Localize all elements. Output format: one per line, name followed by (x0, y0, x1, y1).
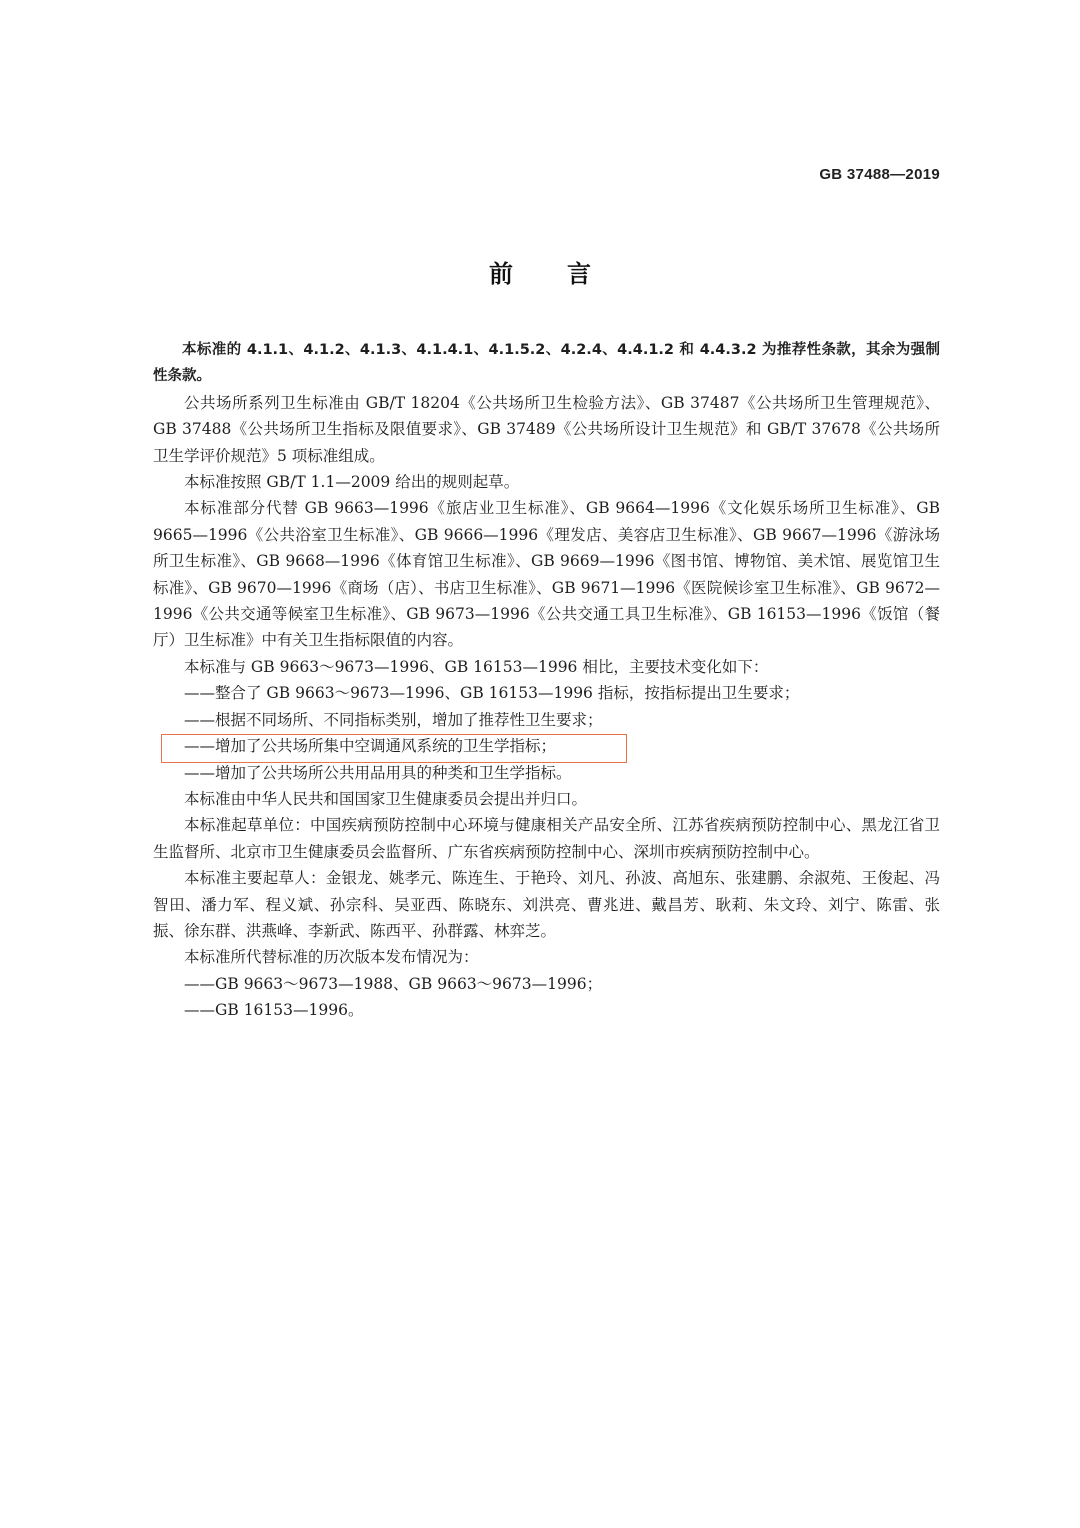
history-item: ——GB 9663～9673—1988、GB 9663～9673—1996； (184, 974, 603, 993)
paragraph-drafting-rule: 本标准按照 GB/T 1.1—2009 给出的规则起草。 (184, 473, 520, 492)
paragraph-replaces: 本标准部分代替 GB 9663—1996《旅店业卫生标准》、GB 9664—1996《文化娱乐场所卫生标准》、GB 9665—1996《公共浴室卫生标准》、GB 9666—1996《理发店、美容店卫生标准》、GB 9667—1996《游泳场所卫生标准》、GB 9668—1996《体育馆卫生标准》、GB 9669—1996《图书馆、博物馆、美术馆、展览馆卫生标准》、GB 9670—1996《商场（店）、书店卫生标准》、GB 9671—1996《医院候诊室卫生标准》、GB 9672—1996《公共交通等候室卫生标准》、GB 9673—1996《公共交通工具卫生标准》、GB 16153—1996《饭馆（餐厅）卫生标准》中有关卫生指标限值的内容。 (153, 499, 940, 650)
paragraph-drafters: 本标准主要起草人：金银龙、姚孝元、陈连生、于艳玲、刘凡、孙波、高旭东、张建鹏、余淑苑、王俊起、冯智田、潘力军、程义斌、孙宗科、吴亚西、陈晓东、刘洪亮、曹兆进、戴昌芳、耿莉、朱文玲、刘宁、陈雷、张振、徐东群、洪燕峰、李新武、陈西平、孙群露、林弈芝。 (153, 869, 940, 940)
document-code: GB 37488—2019 (819, 166, 940, 183)
page-title: 前言 (489, 260, 645, 288)
paragraph-history-intro: 本标准所代替标准的历次版本发布情况为： (184, 948, 479, 967)
change-item: ——根据不同场所、不同指标类别，增加了推荐性卫生要求； (184, 710, 603, 729)
paragraph-changes-intro: 本标准与 GB 9663～9673—1996、GB 16153—1996 相比，主要技术变化如下： (184, 657, 769, 676)
paragraph-proposer: 本标准由中华人民共和国国家卫生健康委员会提出并归口。 (184, 789, 588, 808)
paragraph-series: 公共场所系列卫生标准由 GB/T 18204《公共场所卫生检验方法》、GB 37487《公共场所卫生管理规范》、GB 37488《公共场所卫生指标及限值要求》、GB 37489《公共场所设计卫生规范》和 GB/T 37678《公共场所卫生学评价规范》5 项标准组成。 (153, 393, 940, 465)
history-item: ——GB 16153—1996。 (184, 1001, 364, 1020)
document-body (153, 337, 940, 1024)
paragraph-drafting-units: 本标准起草单位：中国疾病预防控制中心环境与健康相关产品安全所、江苏省疾病预防控制中心、黑龙江省卫生监督所、北京市卫生健康委员会监督所、广东省疾病预防控制中心、深圳市疾病预防控制中心。 (153, 816, 940, 861)
paragraph-clauses: 本标准的 4.1.1、4.1.2、4.1.3、4.1.4.1、4.1.5.2、4.2.4、4.4.1.2 和 4.4.3.2 为推荐性条款，其余为强制性条款。 (153, 342, 940, 385)
change-item: ——增加了公共场所公共用品用具的种类和卫生学指标。 (184, 763, 572, 782)
change-item: ——整合了 GB 9663～9673—1996、GB 16153—1996 指标，按指标提出卫生要求； (184, 684, 800, 703)
change-item-highlighted: ——增加了公共场所集中空调通风系统的卫生学指标； (184, 737, 557, 756)
